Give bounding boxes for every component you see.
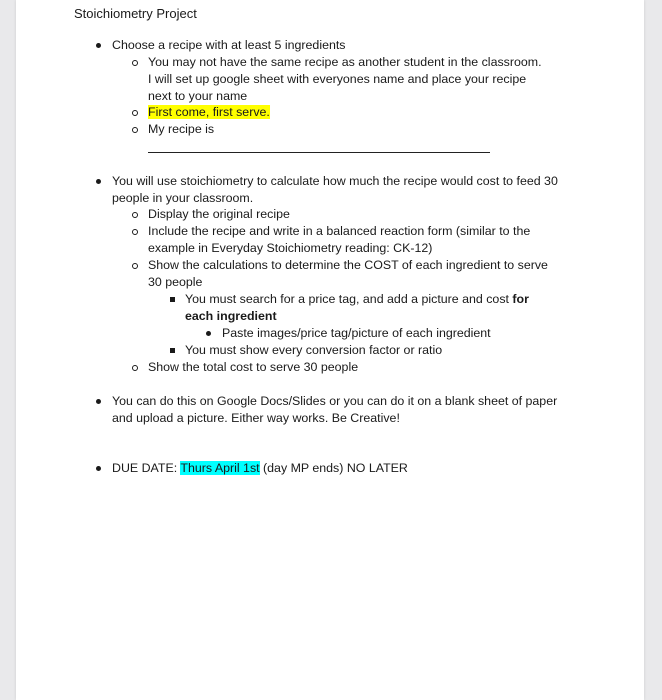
section-1-item-2: [148, 104, 270, 121]
bullet-square: [170, 348, 175, 353]
section-1-item-3: My recipe is: [148, 122, 215, 136]
bullet-dot: [96, 399, 101, 404]
section-2-subitem-price: [185, 291, 555, 325]
bullet-ring: [132, 365, 138, 371]
section-1-item-1: You may not have the same recipe as another student in the classroom. I will set up google sheet with everyones name and place your recipe next to your name: [148, 55, 542, 103]
bullet-dot: [206, 331, 211, 336]
section-2-item-2: Include the recipe and write in a balanced reaction form (similar to the example in Everyday Stoichiometry reading: CK-12): [148, 224, 531, 255]
bullet-ring: [132, 212, 138, 218]
section-3-text: You can do this on Google Docs/Slides or you can do it on a blank sheet of paper and upload a picture. Either way works. Be Creative!: [112, 394, 558, 425]
bullet-ring: [132, 110, 138, 116]
bullet-dot: [96, 466, 101, 471]
bullet-dot: [96, 43, 101, 48]
price-bold-text: for each ingredient: [185, 292, 529, 323]
bullet-dot: [96, 179, 101, 184]
bullet-ring: [132, 229, 138, 235]
section-1-text: Choose a recipe with at least 5 ingredients: [112, 38, 346, 52]
due-date-value: Thurs April 1st: [180, 461, 260, 475]
bullet-square: [170, 297, 175, 302]
due-date: [112, 460, 408, 477]
due-date-suffix: (day MP ends) NO LATER: [259, 461, 408, 475]
document-title: Stoichiometry Project: [74, 6, 197, 21]
section-2-subitem-paste: Paste images/price tag/picture of each ingredient: [222, 326, 491, 340]
section-2-item-1: Display the original recipe: [148, 207, 290, 221]
price-text: You must search for a price tag, and add a picture and cost: [185, 292, 513, 306]
due-date-label: DUE DATE:: [112, 461, 181, 475]
bullet-ring: [132, 263, 138, 269]
section-2-subitem-conversion: You must show every conversion factor or ratio: [185, 343, 443, 357]
section-2-item-4: Show the total cost to serve 30 people: [148, 360, 359, 374]
section-2-text: You will use stoichiometry to calculate how much the recipe would cost to feed 30 people in your classroom.: [112, 174, 558, 205]
section-2-item-3: Show the calculations to determine the COST of each ingredient to serve 30 people: [148, 258, 548, 289]
bullet-ring: [132, 60, 138, 66]
bullet-ring: [132, 127, 138, 133]
recipe-blank-line: [148, 152, 490, 153]
highlighted-text: First come, first serve.: [148, 105, 270, 119]
